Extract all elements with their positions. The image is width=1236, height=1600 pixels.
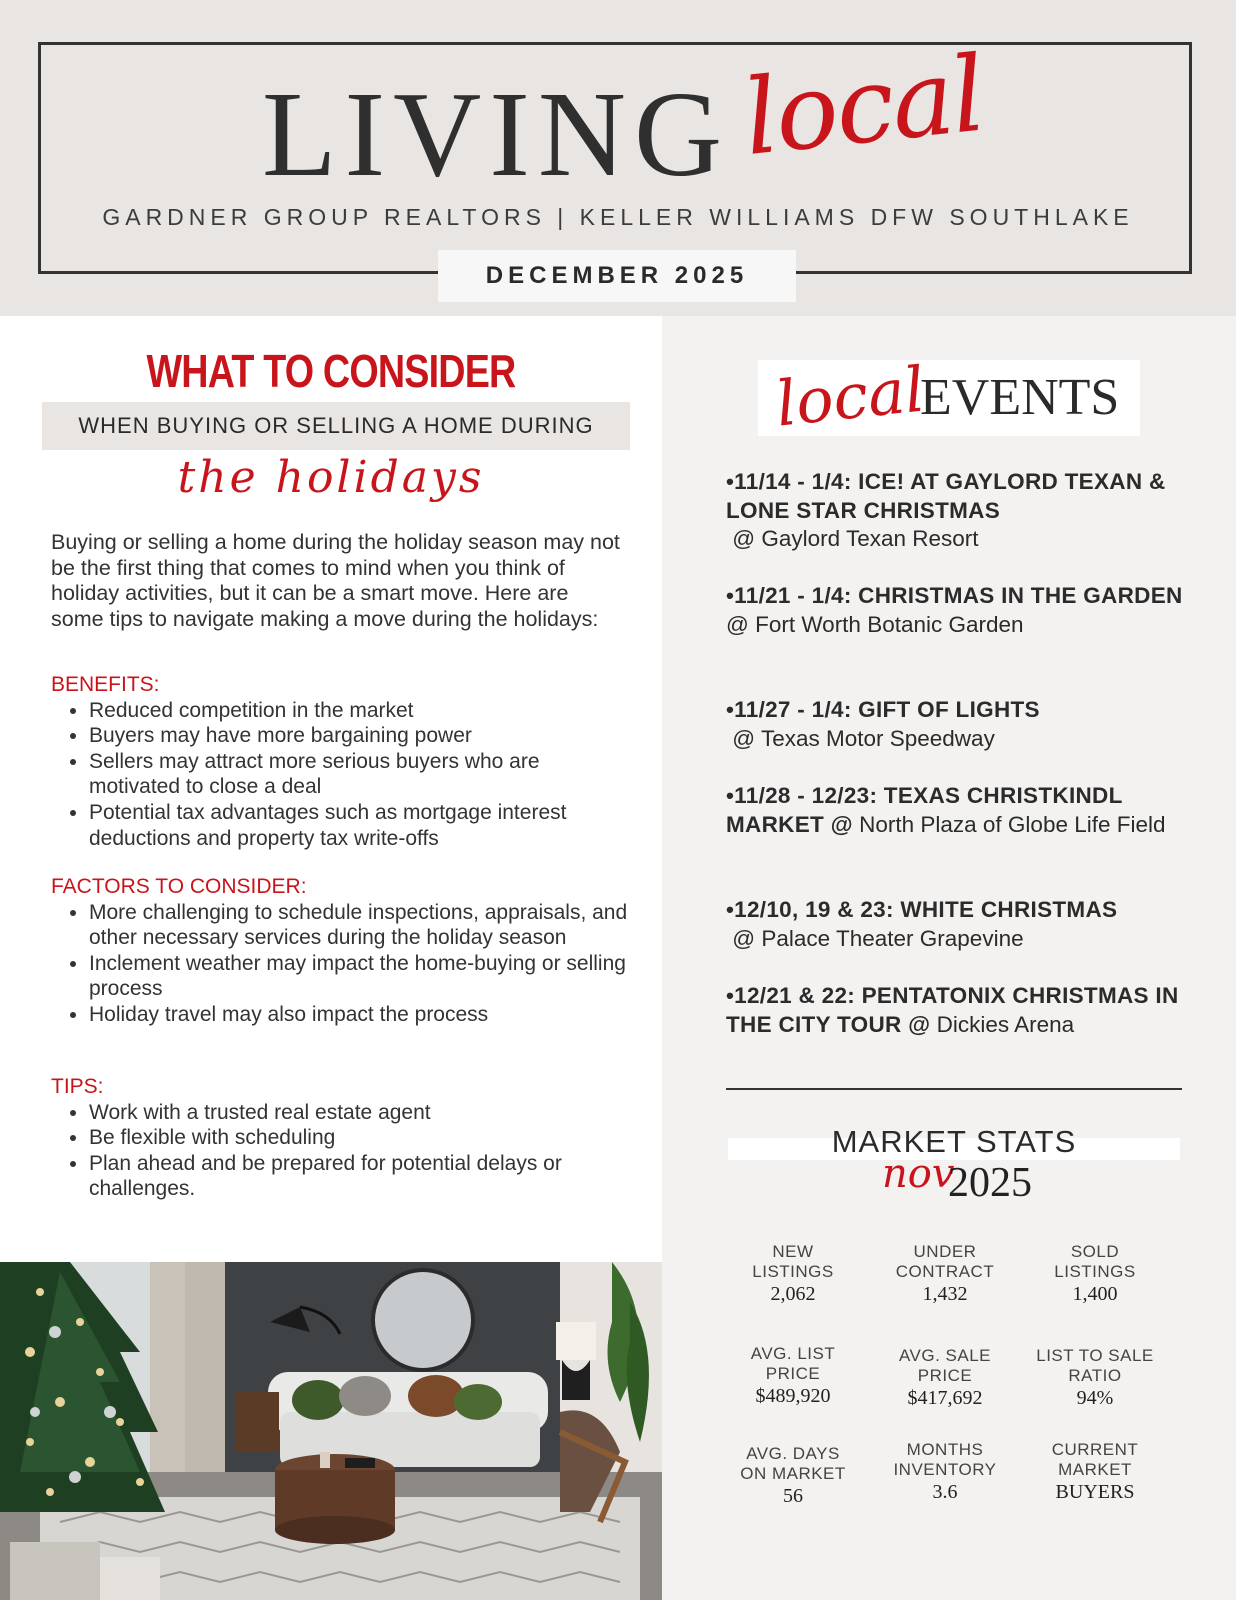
- list-item: • Buyers may have more bargaining power: [89, 723, 631, 749]
- stat-label: CONTRACT: [895, 1262, 995, 1281]
- factors-list: [51, 900, 631, 1028]
- event-venue: North Plaza of Globe Life Field: [859, 811, 1166, 837]
- list-item: • Plan ahead and be prepared for potential delays or challenges.: [89, 1151, 631, 1202]
- stat-label: RATIO: [1068, 1366, 1122, 1385]
- event-venue: @ Texas Motor Speedway: [732, 725, 995, 751]
- stat-avg-days-on-market: [718, 1444, 868, 1508]
- tips-list: [51, 1100, 631, 1202]
- stat-list-to-sale-ratio: [1020, 1346, 1170, 1410]
- article-script-line: the holidays: [177, 452, 485, 503]
- masthead-script-word: local: [738, 32, 990, 179]
- stat-label: LISTINGS: [1054, 1262, 1136, 1281]
- stat-label: LISTINGS: [752, 1262, 834, 1281]
- stat-label: SOLD: [1070, 1242, 1120, 1261]
- section-divider: [726, 1088, 1182, 1090]
- stat-label: MARKET: [1058, 1460, 1132, 1479]
- stat-value: $489,920: [755, 1385, 831, 1407]
- events-title: EVENTS: [920, 369, 1120, 426]
- stat-label: UNDER: [913, 1242, 977, 1261]
- event-title: •11/27 - 1/4: GIFT OF LIGHTS: [726, 697, 1040, 722]
- market-stats-title: MARKET STATS: [831, 1124, 1077, 1159]
- stat-label: LIST TO SALE: [1036, 1346, 1154, 1365]
- stat-value: 2,062: [770, 1283, 816, 1305]
- sidebar-column: [662, 316, 1236, 1600]
- list-item: • Sellers may attract more serious buyers who are motivated to close a deal: [89, 749, 631, 800]
- list-item: • Potential tax advantages such as mortgage interest deductions and property tax write-offs: [89, 800, 631, 851]
- list-item: • Be flexible with scheduling: [89, 1125, 631, 1151]
- event-title: •12/21 & 22: PENTATONIX CHRISTMAS IN THE CITY TOUR @: [726, 983, 1179, 1037]
- living-room-photo: [0, 1262, 662, 1600]
- event-title: •12/10, 19 & 23: WHITE CHRISTMAS: [726, 897, 1118, 922]
- event-item: [726, 468, 1196, 554]
- list-item: • More challenging to schedule inspections, appraisals, and other necessary services during the holiday season: [89, 900, 631, 951]
- event-title: •11/14 - 1/4: ICE! AT GAYLORD TEXAN & LONE STAR CHRISTMAS: [726, 469, 1166, 523]
- issue-date: DECEMBER 2025: [438, 250, 796, 302]
- stat-label: INVENTORY: [893, 1460, 997, 1479]
- stat-label: PRICE: [917, 1366, 973, 1385]
- factors-title: FACTORS TO CONSIDER:: [51, 875, 307, 898]
- stat-value: $417,692: [907, 1387, 983, 1409]
- living-room-illustration: [0, 1262, 662, 1600]
- stat-value: 3.6: [932, 1481, 958, 1503]
- stat-label: ON MARKET: [740, 1464, 846, 1483]
- benefits-title: BENEFITS:: [51, 673, 160, 696]
- event-venue: @ Gaylord Texan Resort: [732, 526, 979, 552]
- stat-months-inventory: [870, 1440, 1020, 1504]
- stat-under-contract: [870, 1242, 1020, 1306]
- market-stats-month: nov: [882, 1151, 955, 1197]
- event-item: [726, 696, 1196, 753]
- event-title: •11/21 - 1/4: CHRISTMAS IN THE GARDEN: [726, 583, 1183, 608]
- local-events-banner: [758, 352, 1140, 441]
- stat-value: 1,400: [1072, 1283, 1118, 1305]
- stat-new-listings: [718, 1242, 868, 1306]
- benefits-section: [51, 672, 631, 851]
- stat-label: AVG. LIST: [750, 1344, 836, 1363]
- article-column: [0, 316, 662, 1600]
- brokerage-subtitle: GARDNER GROUP REALTORS | KELLER WILLIAMS DFW SOUTHLAKE: [102, 204, 1134, 230]
- list-item: • Reduced competition in the market: [89, 698, 631, 724]
- market-stats-year: 2025: [948, 1160, 1032, 1206]
- newsletter-header: [0, 0, 1236, 316]
- masthead-title: LIVING: [262, 67, 731, 202]
- stat-label: NEW: [772, 1242, 814, 1261]
- article-intro: Buying or selling a home during the holiday season may not be the first thing that comes to mind when you think of holiday activities, but it can be a smart move. Here are some tips to navigate making a move during the holidays:: [51, 530, 620, 631]
- stat-current-market: [1020, 1440, 1170, 1504]
- stat-label: AVG. SALE: [898, 1346, 992, 1365]
- event-item: [726, 982, 1196, 1039]
- stat-label: MONTHS: [906, 1440, 984, 1459]
- stat-avg-sale-price: [870, 1346, 1020, 1410]
- stat-avg-list-price: [718, 1344, 868, 1408]
- event-title: •11/28 - 12/23: TEXAS CHRISTKINDL MARKET @: [726, 783, 1123, 837]
- benefits-list: [51, 698, 631, 852]
- event-item: [726, 782, 1196, 839]
- stat-sold-listings: [1020, 1242, 1170, 1306]
- event-venue: Dickies Arena: [936, 1011, 1075, 1037]
- event-venue: @ Fort Worth Botanic Garden: [726, 611, 1024, 637]
- list-item: • Holiday travel may also impact the process: [89, 1002, 631, 1028]
- tips-section: [51, 1074, 631, 1202]
- stat-value: 1,432: [922, 1283, 968, 1305]
- stat-label: PRICE: [765, 1364, 821, 1383]
- event-item: [726, 896, 1196, 953]
- stat-value: 56: [783, 1485, 803, 1507]
- article-subheading: WHEN BUYING OR SELLING A HOME DURING: [42, 402, 630, 450]
- event-venue: @ Palace Theater Grapevine: [732, 925, 1024, 951]
- factors-section: [51, 874, 631, 1028]
- list-item: • Inclement weather may impact the home-buying or selling process: [89, 951, 631, 1002]
- event-item: [726, 582, 1196, 639]
- tips-title: TIPS:: [51, 1075, 104, 1098]
- stat-label: AVG. DAYS: [746, 1444, 840, 1463]
- stat-value: BUYERS: [1055, 1481, 1135, 1503]
- stat-value: 94%: [1076, 1387, 1114, 1409]
- list-item: • Work with a trusted real estate agent: [89, 1100, 631, 1126]
- stat-label: CURRENT: [1051, 1440, 1139, 1459]
- article-heading: WHAT TO CONSIDER: [146, 345, 516, 397]
- events-script-word: local: [772, 352, 929, 441]
